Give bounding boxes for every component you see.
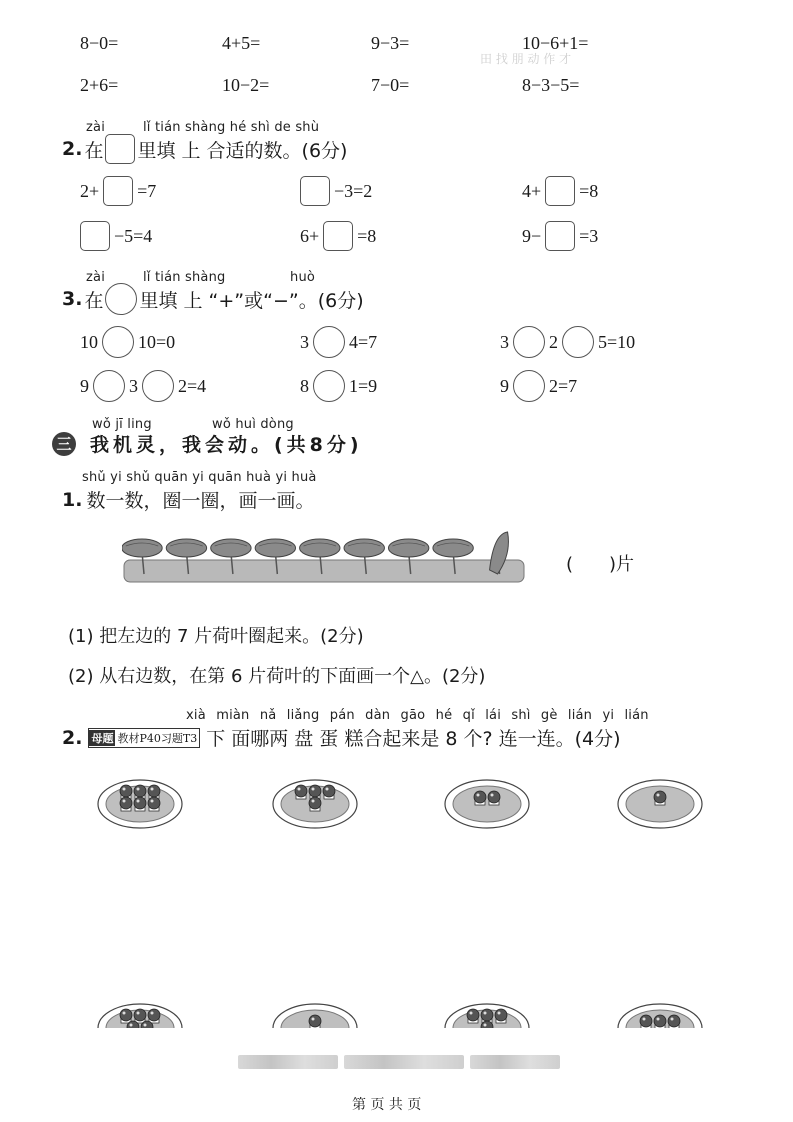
- q3-pinyin-mid: lǐ tián shàng: [143, 270, 226, 285]
- s3q1-title: [62, 486, 314, 513]
- bleed-through-text: 田 找 朋 动 作 才: [480, 52, 572, 66]
- q3-item-r1c1: [80, 326, 175, 358]
- q3-operand: 3: [300, 331, 309, 352]
- cupcake: [309, 1015, 321, 1028]
- eq-r1c3: 9−3=: [371, 33, 410, 53]
- s3q2-pinyin: xià miàn nǎ liǎng pán dàn gāo hé qǐ lái shì gè lián yi lián: [186, 708, 649, 723]
- q3-operand: 2=4: [178, 375, 207, 396]
- section3-header: [52, 430, 363, 457]
- cupcake: [120, 797, 132, 811]
- cupcake-plate[interactable]: [273, 780, 357, 828]
- answer-box[interactable]: [545, 221, 575, 251]
- cupcake: [148, 797, 160, 811]
- q3-char-zai: 在: [84, 289, 104, 312]
- q2-item-r1c1: [80, 176, 156, 206]
- cupcake-plate[interactable]: [98, 780, 182, 828]
- q3-item-r2c1: [80, 370, 206, 402]
- s3q1-number: 1.: [62, 488, 83, 511]
- cupcake: [640, 1015, 652, 1028]
- q3-pinyin-zai: zài: [86, 270, 106, 285]
- s3q2-text: 下 面哪两 盘 蛋 糕合起来是 8 个? 连一连。(4分): [206, 728, 621, 750]
- eq-r2c4: 8−3−5=: [522, 75, 580, 95]
- water-strip: [124, 560, 524, 582]
- answer-circle[interactable]: [102, 326, 134, 358]
- q2-post: =3: [579, 225, 599, 246]
- source-tag: [88, 728, 200, 748]
- q2-item-r1c3: [522, 176, 598, 206]
- q3-operand: 1=9: [349, 375, 378, 396]
- section3-pinyin-b: wǒ huì dòng: [212, 417, 294, 432]
- q2-post: =8: [579, 180, 599, 201]
- eq-r1c4: 10−6+1=: [522, 33, 589, 53]
- eq-r2c2: 10−2=: [222, 75, 270, 95]
- blurred-text: [238, 1055, 338, 1069]
- section3-title: 我机灵，我会动。(共8分): [90, 434, 363, 456]
- answer-box[interactable]: [545, 176, 575, 206]
- eq-r1c1: 8−0=: [80, 33, 119, 53]
- cupcake-plate[interactable]: [618, 780, 702, 828]
- q2-pre: 4+: [522, 180, 542, 201]
- section-badge: 三: [52, 432, 76, 456]
- eq-r2c1: 2+6=: [80, 75, 119, 95]
- cupcake: [654, 1015, 666, 1028]
- cupcake: [495, 1009, 507, 1023]
- q3-item-r1c2: [300, 326, 377, 358]
- q2-char-zai: 在: [84, 139, 104, 162]
- answer-box[interactable]: [80, 221, 110, 251]
- cupcake-plate[interactable]: [618, 1004, 702, 1028]
- footer-blurred-bar: [238, 1055, 560, 1069]
- q3-pinyin-huo: huò: [290, 270, 316, 285]
- s3q2-number: 2.: [62, 726, 83, 749]
- cupcake: [309, 797, 321, 811]
- q2-item-r2c1: [80, 221, 152, 251]
- q2-pre: 2+: [80, 180, 100, 201]
- eq-r2c3: 7−0=: [371, 75, 410, 95]
- answer-circle[interactable]: [562, 326, 594, 358]
- answer-box[interactable]: [103, 176, 133, 206]
- q2-post: −5=4: [114, 225, 153, 246]
- q2-pinyin-zai: zài: [86, 120, 106, 135]
- cupcake-plate[interactable]: [445, 780, 529, 828]
- answer-box[interactable]: [323, 221, 353, 251]
- blurred-text: [470, 1055, 560, 1069]
- leaf-count-answer: ( )片: [566, 554, 635, 575]
- answer-circle-sample: [105, 283, 137, 315]
- q2-pre: 9−: [522, 225, 542, 246]
- section3-pinyin-a: wǒ jī ling: [92, 417, 152, 432]
- cupcake: [295, 785, 307, 799]
- q2-title: [62, 134, 347, 164]
- q3-operand: 3: [500, 331, 509, 352]
- q3-text: 里填 上 “+”或“−”。(6分): [139, 289, 364, 312]
- q3-operand: 8: [300, 375, 309, 396]
- q3-operand: 10=0: [138, 331, 176, 352]
- answer-circle[interactable]: [513, 326, 545, 358]
- q3-item-r1c3: [500, 326, 635, 358]
- cupcake: [120, 1009, 132, 1023]
- answer-box-sample: [105, 134, 135, 164]
- q3-title: [62, 283, 364, 315]
- answer-circle[interactable]: [93, 370, 125, 402]
- blurred-text: [344, 1055, 464, 1069]
- page-number: 第 页 共 页: [352, 1097, 422, 1113]
- cupcake: [488, 791, 500, 805]
- cupcake: [323, 785, 335, 799]
- answer-circle[interactable]: [513, 370, 545, 402]
- answer-circle[interactable]: [142, 370, 174, 402]
- source-tag-ref: 教材P40习题T3: [117, 731, 198, 745]
- cupcake: [668, 1015, 680, 1028]
- q2-item-r2c2: [300, 221, 376, 251]
- q2-item-r1c2: [300, 176, 372, 206]
- q2-pre: 6+: [300, 225, 320, 246]
- cupcake: [134, 1009, 146, 1023]
- cupcake-plate[interactable]: [273, 1004, 357, 1028]
- cupcake: [474, 791, 486, 805]
- q3-operand: 9: [80, 375, 89, 396]
- answer-box[interactable]: [300, 176, 330, 206]
- cupcake: [467, 1009, 479, 1023]
- q3-operand: 2=7: [549, 375, 578, 396]
- q3-item-r2c3: [500, 370, 577, 402]
- q2-number: 2.: [62, 138, 83, 160]
- lotus-leaves-svg: [122, 530, 532, 586]
- s3q1-sub1: (1) 把左边的 7 片荷叶圈起来。(2分): [68, 626, 364, 647]
- cupcake: [134, 797, 146, 811]
- s3q2-title: [62, 724, 621, 751]
- q3-number: 3.: [62, 288, 83, 310]
- q2-post: =7: [137, 180, 157, 201]
- cupcake: [654, 791, 666, 805]
- cupcake-plates-bottom: [0, 998, 793, 1028]
- q2-pinyin-rest: lǐ tián shàng hé shì de shù: [143, 120, 320, 135]
- q2-item-r2c3: [522, 221, 598, 251]
- q3-operand: 4=7: [349, 331, 378, 352]
- cupcake-plate[interactable]: [445, 1004, 529, 1028]
- q3-operand: 3: [129, 375, 138, 396]
- q2-post: =8: [357, 225, 377, 246]
- s3q1-pinyin: shǔ yi shǔ quān yi quān huà yi huà: [82, 470, 317, 485]
- q3-operand: 10: [80, 331, 98, 352]
- cupcake-plate[interactable]: [98, 1004, 182, 1028]
- lotus-leaf-illustration: [122, 530, 532, 586]
- source-tag-main: 母题: [91, 731, 114, 745]
- eq-r1c2: 4+5=: [222, 33, 261, 53]
- cupcake: [148, 1009, 160, 1023]
- q3-operand: 2: [549, 331, 558, 352]
- q3-item-r2c2: [300, 370, 377, 402]
- s3q1-text: 数一数，圈一圈，画一画。: [86, 490, 315, 512]
- q3-operand: 9: [500, 375, 509, 396]
- q2-post: −3=2: [334, 180, 373, 201]
- answer-circle[interactable]: [313, 370, 345, 402]
- q3-operand: 5=10: [598, 331, 636, 352]
- answer-circle[interactable]: [313, 326, 345, 358]
- q2-text: 里填 上 合适的数。(6分): [137, 139, 348, 162]
- s3q1-sub2: (2) 从右边数，在第 6 片荷叶的下面画一个△。(2分): [68, 666, 486, 687]
- cupcake-plates-top: [0, 770, 793, 840]
